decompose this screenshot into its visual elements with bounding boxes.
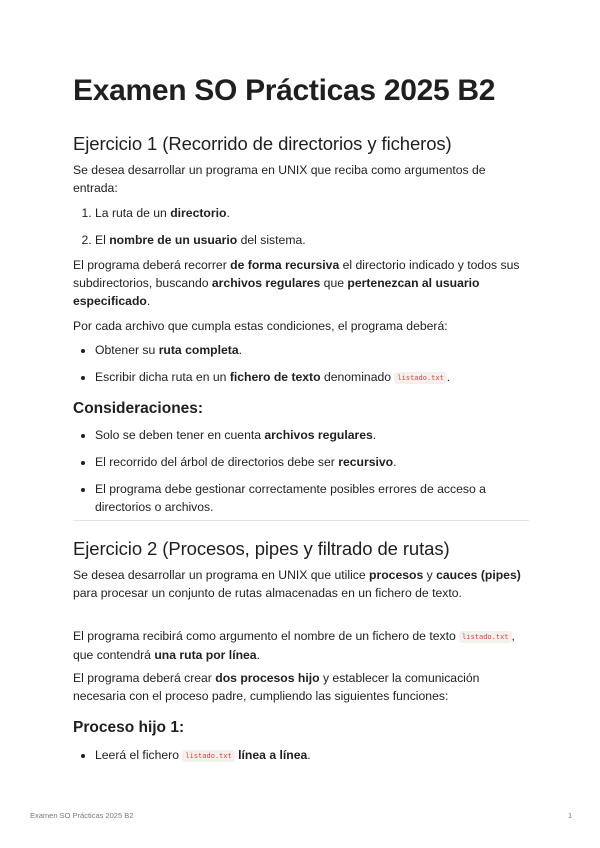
ej2-paragraph-2: El programa recibirá como argumento el nombre de un fichero de texto listado.txt , que contendrá una ruta por línea.: [73, 629, 515, 662]
proceso-hijo-heading-wrap: [73, 719, 529, 737]
inline-code: listado.txt: [459, 631, 511, 643]
section-divider: [73, 520, 529, 521]
document-title: Examen SO Prácticas 2025 B2: [73, 74, 496, 107]
ej1-bullet-item: • Obtener su ruta completa.: [95, 341, 529, 359]
ej1-bullet-item: • Escribir dicha ruta en un fichero de texto denominado listado.txt .: [95, 368, 529, 387]
ej1-args-list: [73, 204, 529, 249]
ej1-paragraph-2: El programa deberá recorrer de forma recursiva el directorio indicado y todos sus subdirectorios, buscando archivos regulares que pertenezcan al usuario especificado.: [73, 258, 520, 308]
consideraciones-heading-wrap: [73, 400, 529, 418]
proceso-hijo-list: [73, 746, 529, 765]
ej1-paragraph-3: Por cada archivo que cumpla estas condiciones, el programa deberá:: [73, 319, 448, 333]
ej1-heading-wrap: [73, 133, 529, 155]
consideracion-item: • El programa debe gestionar correctamente posibles errores de acceso a directorios o archivos.: [95, 480, 529, 516]
page-number: 1: [568, 811, 573, 820]
ej1-intro-wrap: [73, 161, 529, 197]
ej1-arg-item: 2. El nombre de un usuario del sistema.: [95, 231, 529, 249]
inline-code: listado.txt: [182, 750, 234, 762]
consideraciones-heading: Consideraciones:: [73, 400, 204, 417]
proceso-hijo-item: • Leerá el fichero listado.txt línea a línea.: [95, 746, 529, 765]
consideraciones-list: [73, 426, 529, 516]
ej1-arg-item: 1. La ruta de un directorio.: [95, 204, 529, 222]
ej2-heading-wrap: [73, 538, 529, 560]
ej1-intro: Se desea desarrollar un programa en UNIX que reciba como argumentos de entrada:: [73, 163, 486, 195]
ej2-heading: Ejercicio 2 (Procesos, pipes y filtrado de rutas): [73, 538, 450, 559]
consideracion-item: • Solo se deben tener en cuenta archivos regulares.: [95, 426, 529, 444]
consideracion-item: • El recorrido del árbol de directorios debe ser recursivo.: [95, 453, 529, 471]
ej1-heading: Ejercicio 1 (Recorrido de directorios y ficheros): [73, 133, 452, 154]
inline-code: listado.txt: [394, 372, 446, 384]
ej2-paragraph-3: El programa deberá crear dos procesos hijo y establecer la comunicación necesaria con el proceso padre, cumpliendo las siguientes funciones:: [73, 671, 480, 703]
proceso-hijo-heading: Proceso hijo 1:: [73, 719, 185, 736]
footer-title: Examen SO Prácticas 2025 B2: [30, 811, 134, 820]
ej1-bullets: [73, 341, 529, 387]
ej2-paragraph-1: Se desea desarrollar un programa en UNIX que utilice procesos y cauces (pipes) para procesar un conjunto de rutas almacenadas en un fichero de texto.: [73, 568, 521, 600]
